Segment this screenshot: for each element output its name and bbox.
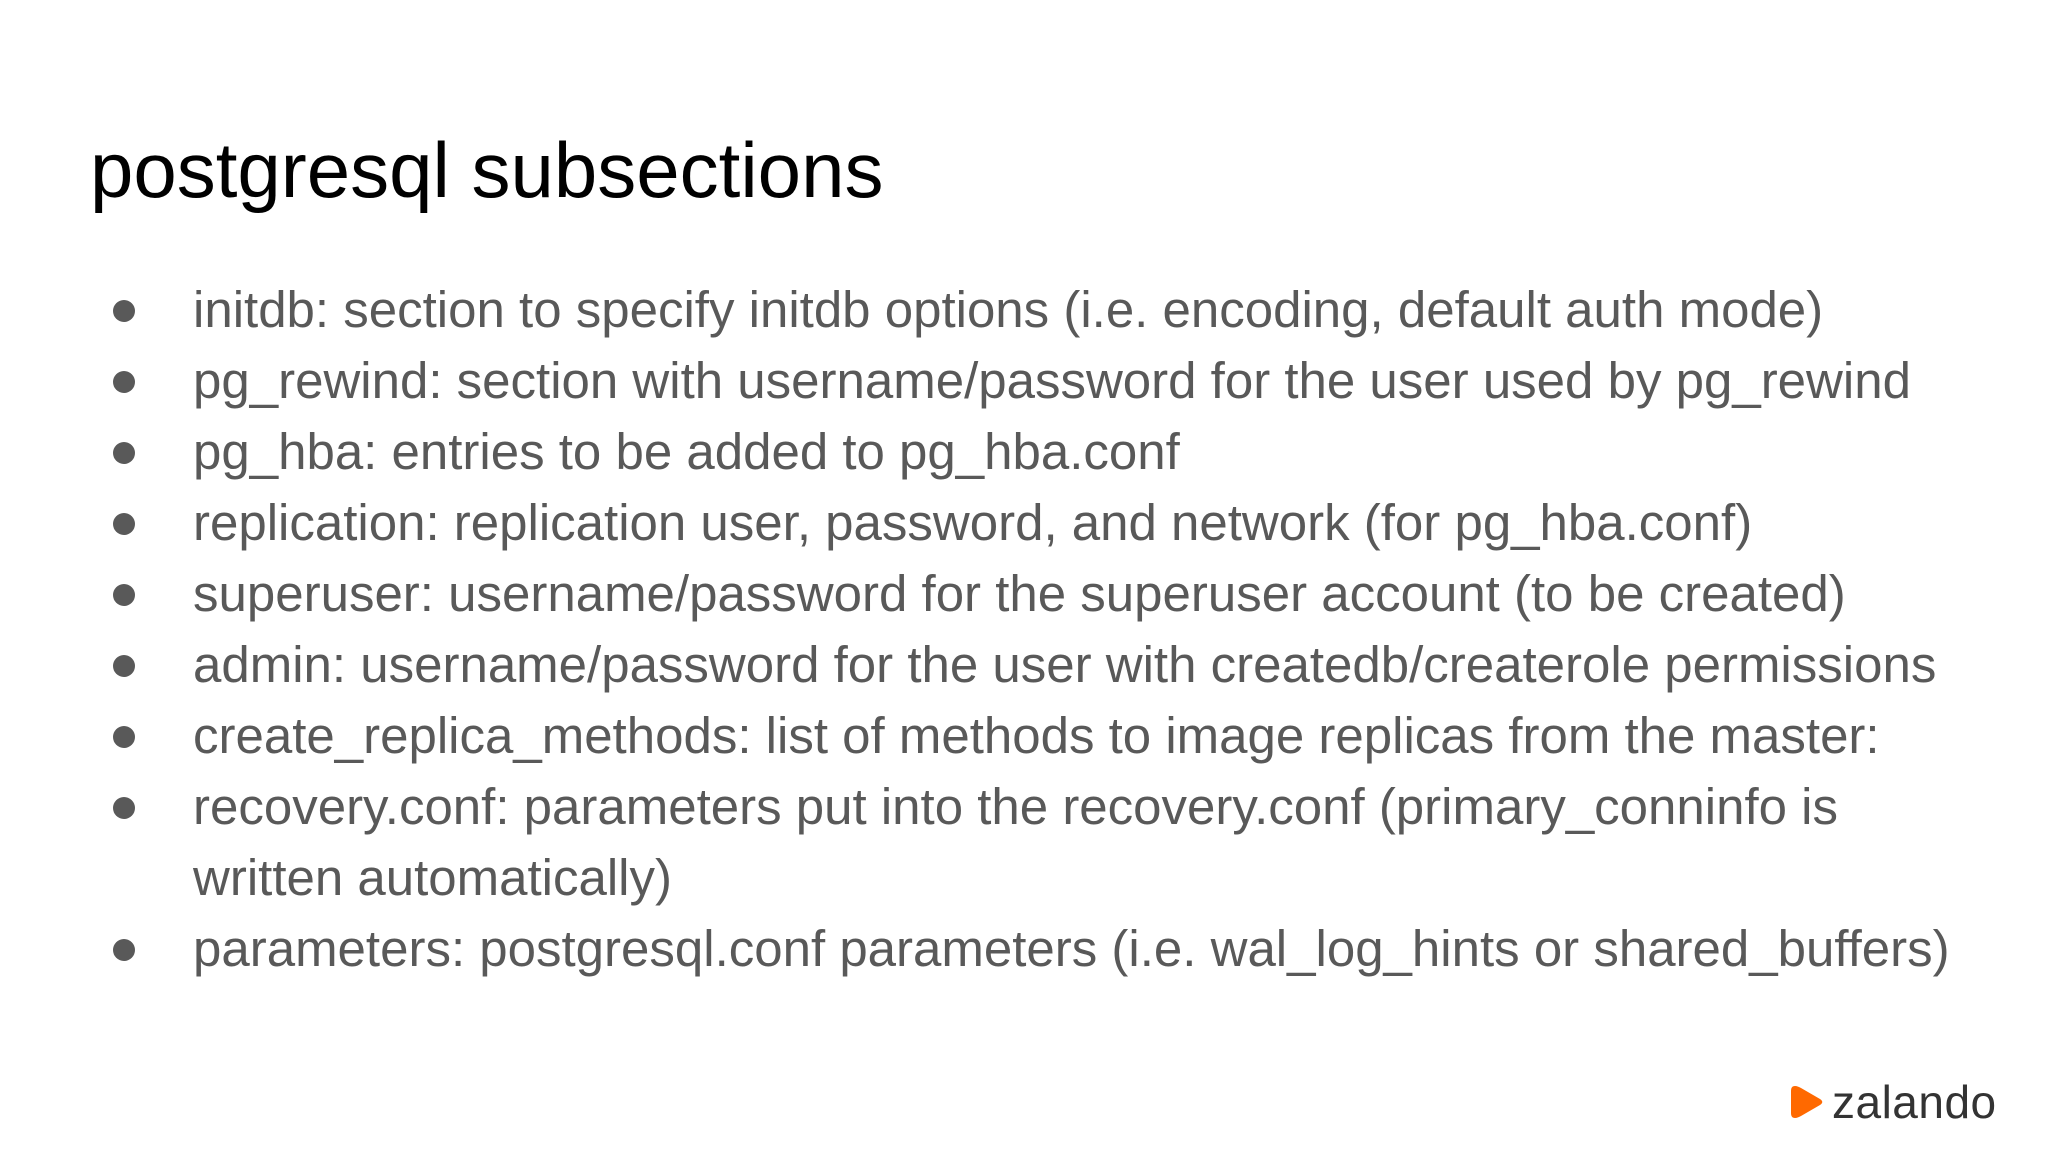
bullet-item-recovery-conf [0, 771, 2048, 913]
bullet-text: superuser: username/password for the superuser account (to be created) [193, 565, 1846, 622]
bullet-icon [113, 513, 135, 535]
bullet-item-parameters [0, 913, 2048, 984]
bullet-text: initdb: section to specify initdb options (i.e. encoding, default auth mode) [193, 281, 1824, 338]
bullet-text: admin: username/password for the user with createdb/createrole permissions [193, 636, 1937, 693]
zalando-play-icon [1790, 1082, 1824, 1122]
slide-title: postgresql subsections [90, 126, 884, 214]
bullet-text: parameters: postgresql.conf parameters (i.e. wal_log_hints or shared_buffers) [193, 920, 1950, 977]
bullet-item-create-replica-methods [0, 700, 2048, 771]
bullet-icon [113, 300, 135, 322]
bullet-text: replication: replication user, password, and network (for pg_hba.conf) [193, 494, 1753, 551]
bullet-icon [113, 371, 135, 393]
bullet-text: recovery.conf: parameters put into the recovery.conf (primary_conninfo is written automatically) [193, 778, 1838, 906]
bullet-text: create_replica_methods: list of methods to image replicas from the master: [193, 707, 1880, 764]
bullet-icon [113, 726, 135, 748]
zalando-wordmark: zalando [1832, 1076, 1997, 1128]
bullet-item-pg-hba [0, 416, 2048, 487]
bullet-icon [113, 939, 135, 961]
bullet-icon [113, 655, 135, 677]
bullet-icon [113, 442, 135, 464]
bullet-icon [113, 584, 135, 606]
zalando-logo [1790, 1076, 1997, 1128]
bullet-list [0, 274, 2048, 984]
bullet-text: pg_rewind: section with username/password for the user used by pg_rewind [193, 352, 1911, 409]
bullet-item-pg-rewind [0, 345, 2048, 416]
bullet-text: pg_hba: entries to be added to pg_hba.conf [193, 423, 1180, 480]
bullet-icon [113, 797, 135, 819]
bullet-item-admin [0, 629, 2048, 700]
bullet-item-initdb [0, 274, 2048, 345]
bullet-item-replication [0, 487, 2048, 558]
bullet-item-superuser [0, 558, 2048, 629]
